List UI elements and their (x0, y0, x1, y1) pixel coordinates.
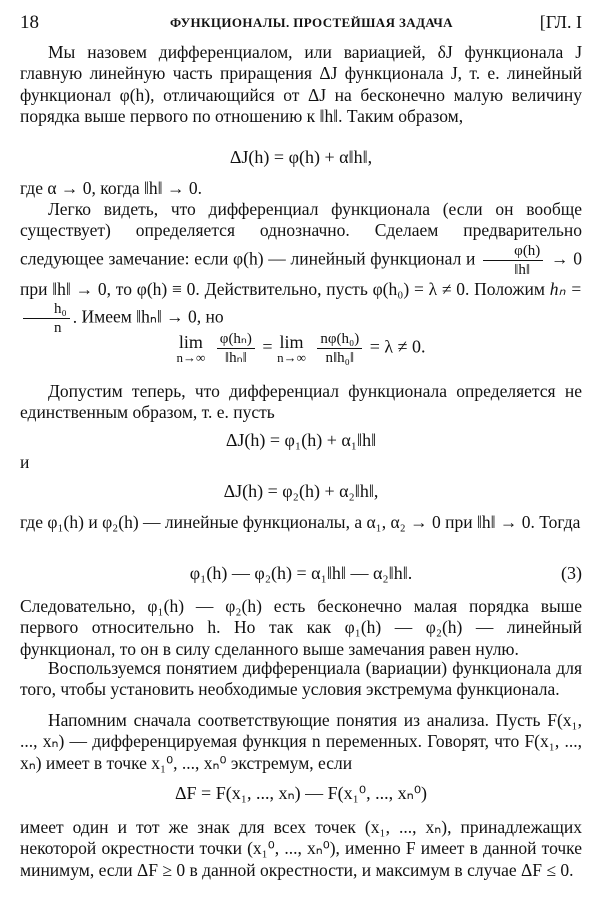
paragraph-non-unique: Допустим теперь, что дифференциал функционала определяется не единственным образом, т. е. пусть (20, 381, 582, 423)
limit-subscript: n→∞ (176, 349, 206, 365)
formula-second-differential: ΔJ(h) = φ₂(h) + α₂‖h‖, (223, 481, 379, 501)
chapter-marker: [ГЛ. I (539, 12, 582, 32)
formula-limit (20, 330, 582, 367)
limit-operator (277, 333, 306, 365)
paragraph-sign-condition: имеет один и тот же знак для всех точек (x₁, ..., xₙ), принадлежащих некоторой окрестности точки (x₁⁰, ..., xₙ⁰), именно F имеет в данной точке минимум, если ΔF ≥ 0 в данной окрестности, и максимум в случае ΔF ≤ 0. (20, 817, 582, 880)
limit-result: = λ ≠ 0. (369, 336, 426, 357)
fraction-phi-over-norm (483, 242, 543, 279)
paragraph-extremum-intro: Воспользуемся понятием дифференциала (вариации) функционала для того, чтобы установить необходимые условия экстремума функционала. (20, 658, 582, 700)
running-title: ФУНКЦИОНАЛЫ. ПРОСТЕЙШАЯ ЗАДАЧА (170, 15, 453, 30)
remark-text-continued: при ‖h‖ → 0, то φ(h) ≡ 0. Действительно, пусть φ(h₀) = λ ≠ 0. Положим (20, 278, 545, 299)
equation-number: (3) (561, 563, 582, 583)
fraction-numerator: φ(h) (483, 242, 543, 261)
paragraph-uniqueness-remark (20, 199, 582, 337)
fraction-limit: → 0 (551, 248, 583, 269)
paragraph-consequence: Следовательно, φ₁(h) — φ₂(h) есть бесконечно малая порядка выше первого относительно h. Но так как φ₁(h) — φ₂(h) — линейный функционал, то он в силу сделанного выше замечания равен нулю. (20, 596, 582, 659)
fraction-denominator: ‖hₙ‖ (224, 350, 247, 366)
conjunction-and: и (20, 452, 30, 472)
fraction-numerator: h₀ (23, 300, 70, 319)
fraction-numerator: nφ(h₀) (317, 330, 362, 349)
remark-text-end: Имеем ‖hₙ‖ → 0, но (81, 306, 224, 327)
limit-word: lim (279, 331, 304, 352)
paragraph-analysis-recall: Напомним сначала соответствующие понятия из анализа. Пусть F(x₁, ..., xₙ) — дифференцируемая функция n переменных. Говорят, что F(x₁, ..., xₙ) имеет в точке x₁⁰, ..., xₙ⁰ экстремум, если (20, 710, 582, 773)
limit-subscript: n→∞ (277, 349, 306, 365)
fraction-denominator: ‖h‖ (514, 261, 531, 278)
fraction-numerator: φ(hₙ) (217, 330, 255, 349)
formula-delta-f: ΔF = F(x₁, ..., xₙ) — F(x₁⁰, ..., xₙ⁰) (174, 783, 428, 803)
paragraph-definition: Мы назовем дифференциалом, или вариацией, δJ функционала J главную линейную часть приращения ΔJ функционала J, т. е. линейный функционал φ(h), отличающийся от ΔJ на бесконечно малую величину порядка выше первого по отношению к ‖h‖. Таким образом, (20, 42, 582, 127)
equals-sign: = (262, 336, 273, 357)
remark-text: Легко видеть, что дифференциал функционала (если он вообще существует) определяется однозначно. Сделаем предварительно следующее замечание: если φ(h) — линейный функционал и (20, 199, 582, 269)
hn-definition: hₙ = $\frac{\text{h₀}}{n}$ . (20, 279, 582, 327)
formula-increment: ΔJ(h) = φ(h) + α‖h‖, (229, 147, 373, 167)
paragraph-alpha-condition: где α → 0, когда ‖h‖ → 0. (20, 178, 202, 198)
formula-difference: φ₁(h) — φ₂(h) = α₁‖h‖ — α₂‖h‖. (189, 563, 413, 583)
formula-first-differential: ΔJ(h) = φ₁(h) + α₁‖h‖ (225, 430, 377, 450)
fraction-n-phi-h0 (317, 330, 362, 367)
hn-lhs: hₙ = (549, 278, 582, 299)
fraction-denominator: n (54, 320, 62, 337)
limit-word: lim (178, 331, 203, 352)
fraction-phi-hn (217, 330, 255, 367)
limit-operator (177, 333, 206, 365)
paragraph-linear-functionals: где φ₁(h) и φ₂(h) — линейные функционалы, а α₁, α₂ → 0 при ‖h‖ → 0. Тогда (20, 512, 581, 532)
fraction-denominator: n‖h₀‖ (325, 350, 355, 366)
running-header (20, 12, 582, 36)
page-number: 18 (20, 12, 39, 33)
